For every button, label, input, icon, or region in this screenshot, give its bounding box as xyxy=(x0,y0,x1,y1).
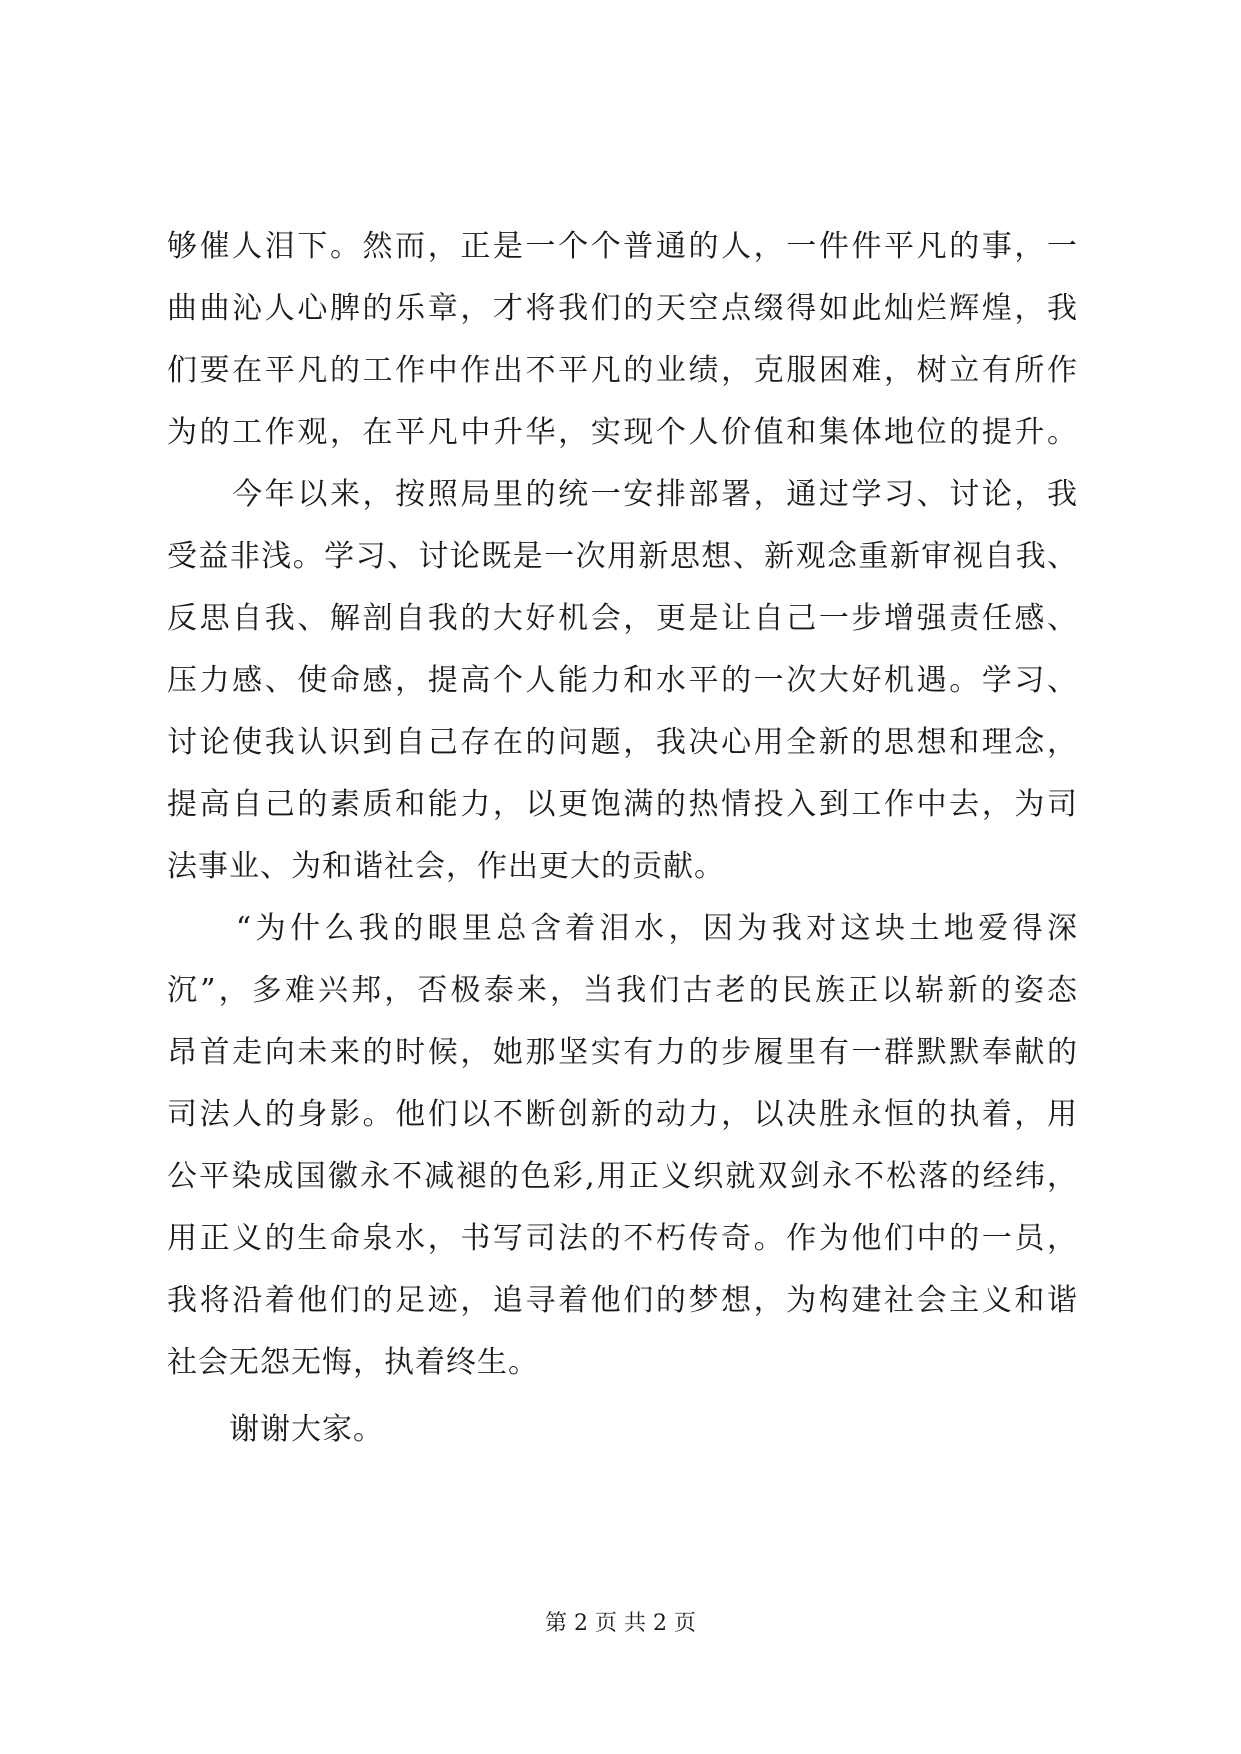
text-line: 谢谢大家。 xyxy=(167,1412,384,1447)
text-line: 们要在平凡的工作中作出不平凡的业绩，克服困难，树立有所作 xyxy=(167,353,1077,388)
text-line: “为什么我的眼里总含着泪水，因为我对这块土地爱得深 xyxy=(167,911,1077,946)
text-line: 我将沿着他们的足迹，追寻着他们的梦想，为构建社会主义和谐 xyxy=(167,1283,1077,1318)
text-line: 反思自我、解剖自我的大好机会，更是让自己一步增强责任感、 xyxy=(167,601,1077,636)
text-line: 受益非浅。学习、讨论既是一次用新思想、新观念重新审视自我、 xyxy=(167,539,1077,574)
text-line: 司法人的身影。他们以不断创新的动力，以决胜永恒的执着，用 xyxy=(167,1097,1077,1132)
text-line: 为的工作观，在平凡中升华，实现个人价值和集体地位的提升。 xyxy=(167,415,1077,450)
text-line: 提高自己的素质和能力，以更饱满的热情投入到工作中去，为司 xyxy=(167,787,1077,822)
text-line: 压力感、使命感，提高个人能力和水平的一次大好机遇。学习、 xyxy=(167,663,1077,698)
text-line: 昂首走向未来的时候，她那坚实有力的步履里有一群默默奉献的 xyxy=(167,1035,1077,1070)
page-footer: 第 2 页 共 2 页 xyxy=(545,1611,696,1636)
text-line: 法事业、为和谐社会，作出更大的贡献。 xyxy=(167,849,725,884)
text-line: 社会无怨无悔，执着终生。 xyxy=(167,1345,539,1380)
text-line: 够催人泪下。然而，正是一个个普通的人，一件件平凡的事，一 xyxy=(167,229,1077,264)
text-line: 用正义的生命泉水，书写司法的不朽传奇。作为他们中的一员， xyxy=(167,1221,1077,1256)
text-line: 公平染成国徽永不减褪的色彩,用正义织就双剑永不松落的经纬， xyxy=(167,1159,1077,1194)
text-line: 讨论使我认识到自己存在的问题，我决心用全新的思想和理念， xyxy=(167,725,1077,760)
text-line: 今年以来，按照局里的统一安排部署，通过学习、讨论，我 xyxy=(167,477,1077,512)
text-line: 曲曲沁人心脾的乐章，才将我们的天空点缀得如此灿烂辉煌，我 xyxy=(167,291,1077,326)
text-line: 沉”，多难兴邦，否极泰来，当我们古老的民族正以崭新的姿态 xyxy=(167,973,1077,1008)
